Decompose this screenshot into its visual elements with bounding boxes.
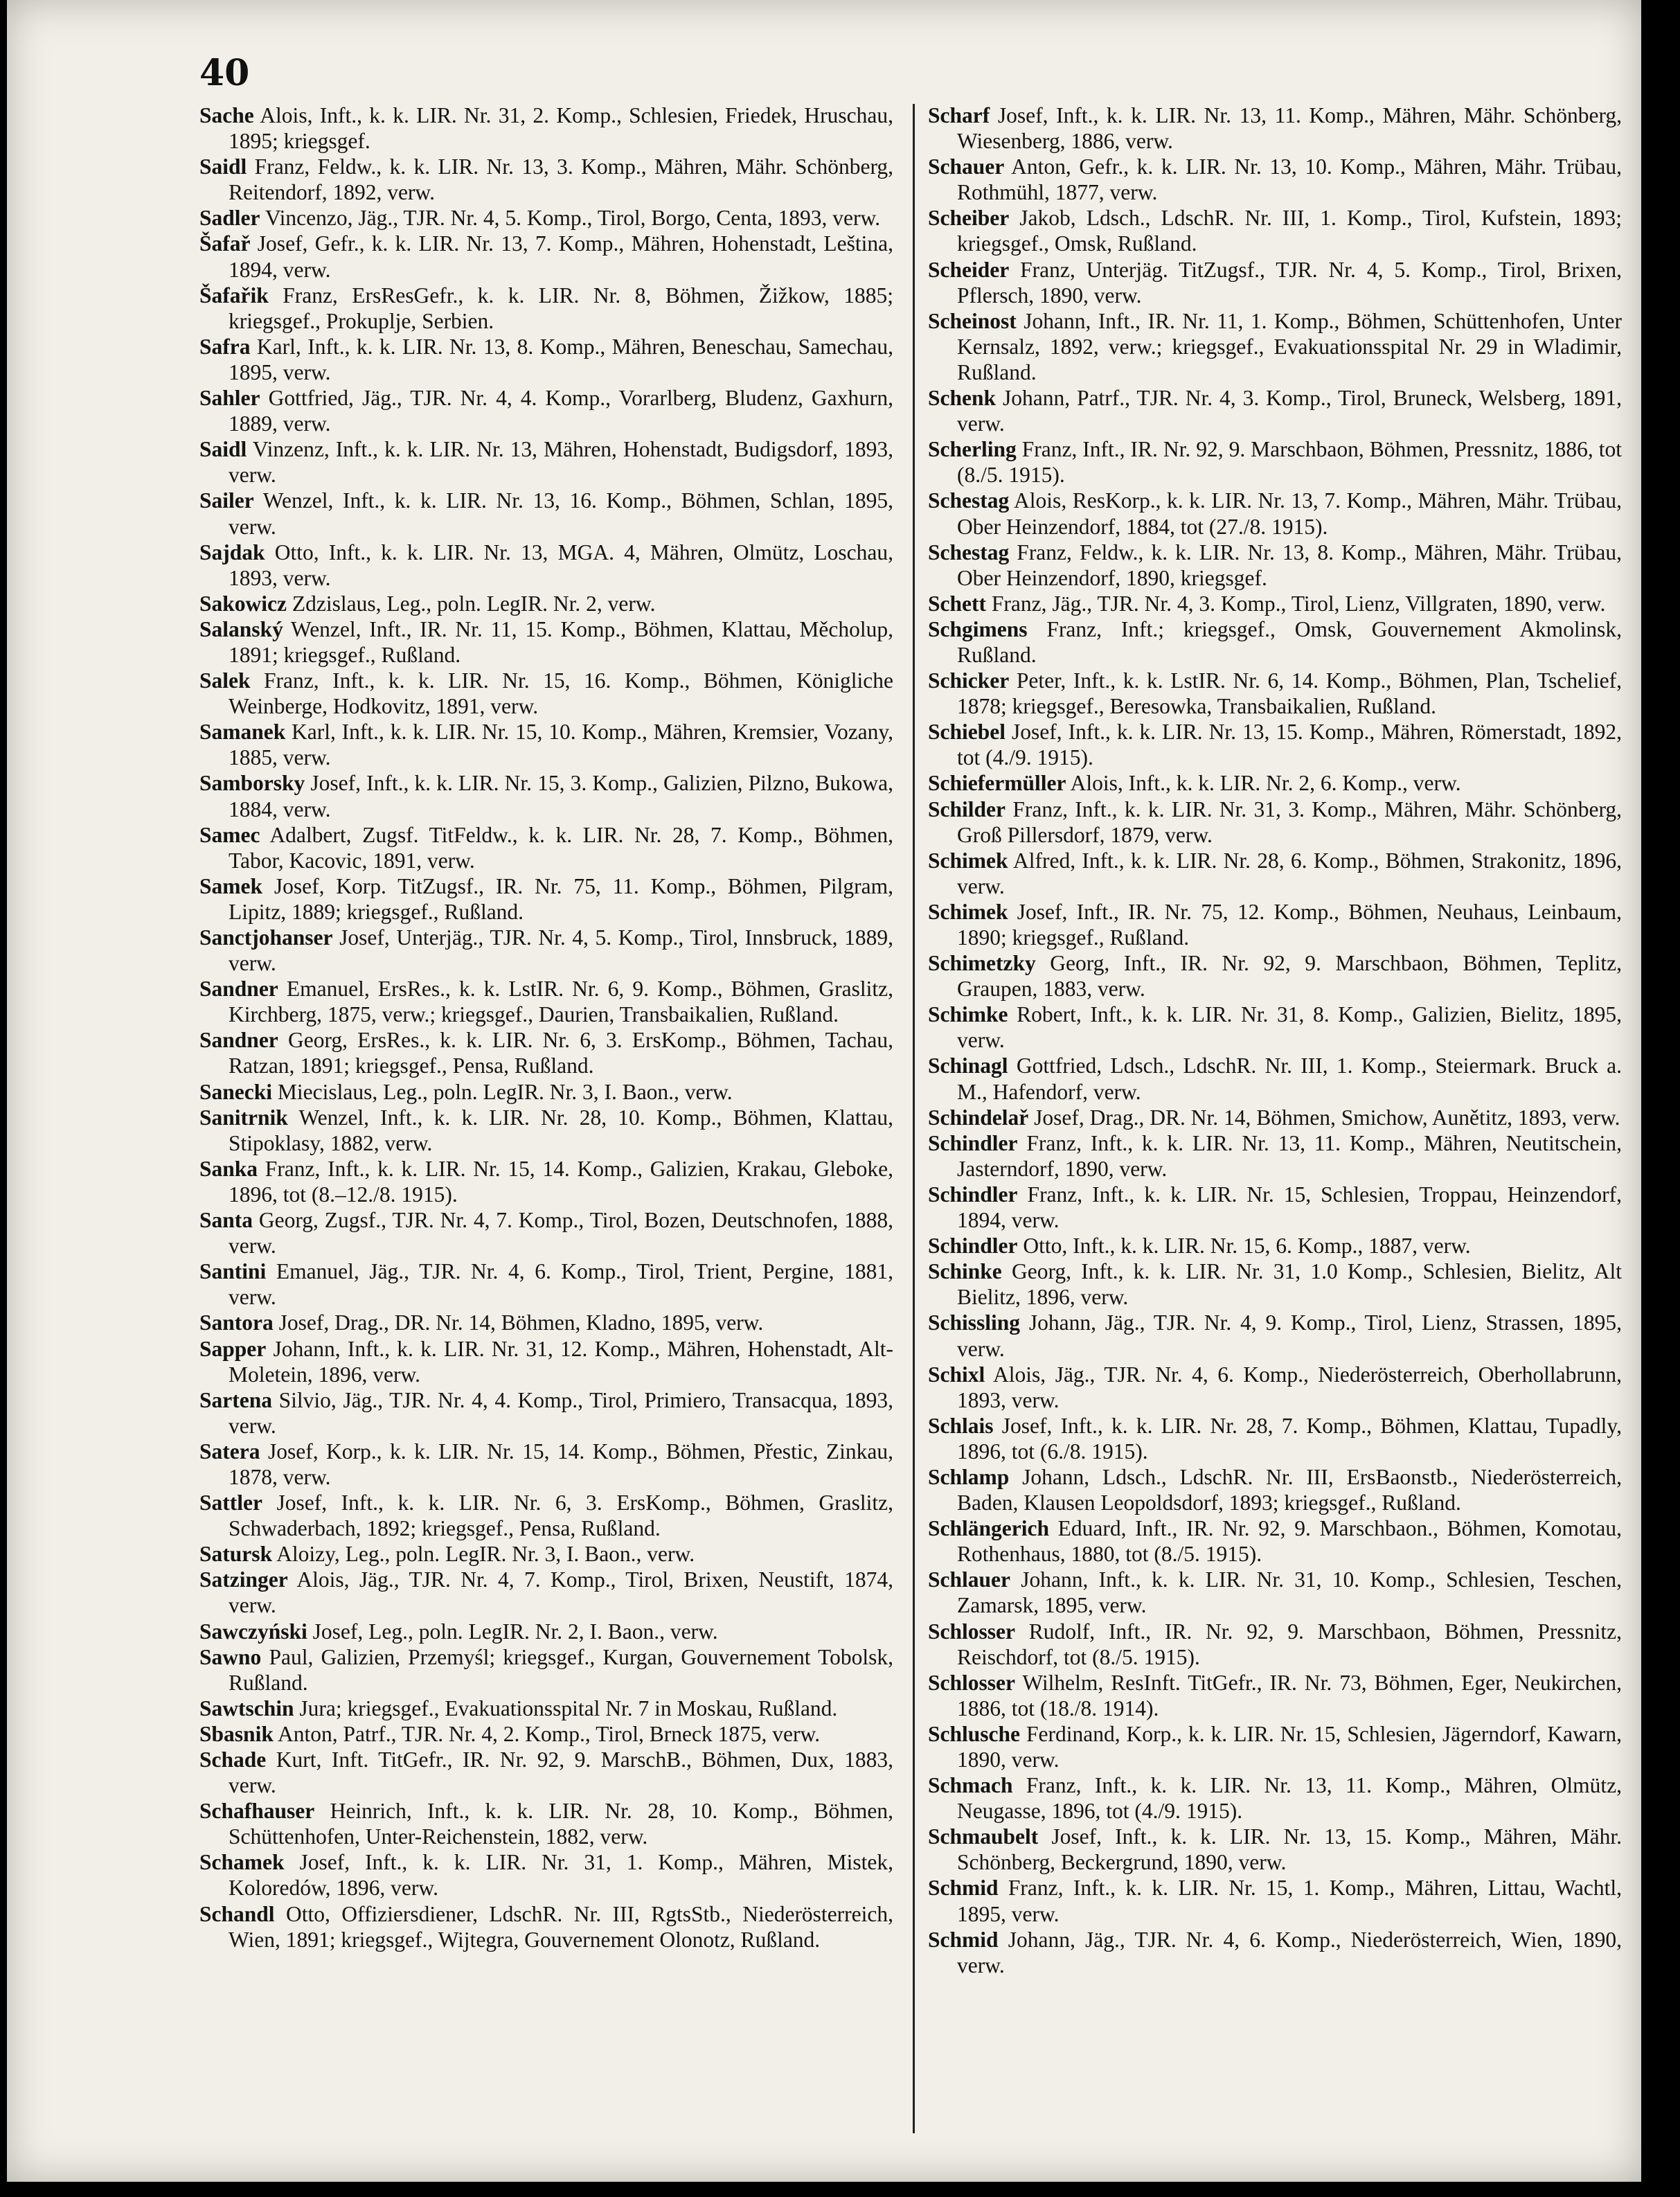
entry-surname: Schandl	[199, 1901, 275, 1926]
entry-surname: Sbasnik	[199, 1721, 274, 1746]
entry-details: Adalbert, Zugsf. TitFeldw., k. k. LIR. Nr. 28, 7. Komp., Böhmen, Tabor, Kacovic, 1891, verw.	[229, 822, 893, 873]
list-item	[928, 1182, 1622, 1233]
list-item	[928, 591, 1622, 616]
entry-details: Franz, Inft., k. k. LIR. Nr. 13, 11. Komp., Mähren, Neutitschein, Jasterndorf, 1890, verw.	[957, 1130, 1622, 1181]
entry-details: Kurt, Inft. TitGefr., IR. Nr. 92, 9. MarschB., Böhmen, Dux, 1883, verw.	[229, 1747, 893, 1798]
list-item	[199, 1901, 893, 1953]
entry-surname: Santora	[199, 1310, 274, 1335]
entry-surname: Samanek	[199, 720, 286, 745]
entry-details: Franz, ErsResGefr., k. k. LIR. Nr. 8, Böhmen, Žižkow, 1885; kriegsgef., Prokuplje, Serbien.	[229, 283, 893, 333]
list-item	[199, 334, 893, 385]
entry-surname: Schinke	[928, 1259, 1002, 1284]
entry-details: Gottfried, Jäg., TJR. Nr. 4, 4. Komp., Vorarlberg, Bludenz, Gaxhurn, 1889, verw.	[229, 386, 893, 436]
list-item	[928, 1670, 1622, 1721]
entry-surname: Sandner	[199, 977, 278, 1002]
entry-details: Johann, Patrf., TJR. Nr. 4, 3. Komp., Tirol, Bruneck, Welsberg, 1891, verw.	[957, 386, 1622, 436]
list-item	[199, 385, 893, 436]
entry-surname: Schlauer	[928, 1567, 1011, 1592]
entry-surname: Satzinger	[199, 1567, 288, 1592]
entry-surname: Sailer	[199, 488, 254, 513]
entry-details: Josef, Drag., DR. Nr. 14, Böhmen, Kladno, 1895, verw.	[273, 1310, 764, 1335]
entry-surname: Sanitrnik	[199, 1105, 288, 1130]
list-item	[199, 925, 893, 976]
entry-details: Alois, Inft., k. k. LIR. Nr. 2, 6. Komp., verw.	[1066, 771, 1461, 796]
entry-details: Peter, Inft., k. k. LstIR. Nr. 6, 14. Komp., Böhmen, Plan, Tschelief, 1878; kriegsgef., Beresowka, Transbaikalien, Rußland.	[957, 668, 1622, 719]
entry-details: Aloizy, Leg., poln. LegIR. Nr. 3, I. Baon., verw.	[272, 1542, 695, 1567]
entry-surname: Šafař	[199, 231, 251, 256]
list-item	[928, 1258, 1622, 1310]
entry-details: Franz, Feldw., k. k. LIR. Nr. 13, 3. Komp., Mähren, Mähr. Schönberg, Reitendorf, 1892, verw.	[229, 154, 893, 205]
entry-details: Johann, Ldsch., LdschR. Nr. III, ErsBaonstb., Niederösterreich, Baden, Klausen Leopoldsdorf, 1893; kriegsgef., Rußland.	[957, 1464, 1622, 1515]
list-item	[199, 1644, 893, 1696]
list-item	[199, 1105, 893, 1156]
entry-surname: Sakowicz	[199, 591, 287, 616]
entry-surname: Sawtschin	[199, 1696, 294, 1720]
entry-surname: Schlamp	[928, 1464, 1010, 1489]
list-item	[199, 976, 893, 1027]
list-item	[199, 488, 893, 539]
entry-surname: Schmach	[928, 1773, 1013, 1798]
list-item	[928, 1515, 1622, 1567]
list-item	[928, 1130, 1622, 1182]
entry-surname: Saidl	[199, 154, 247, 179]
entry-surname: Salanský	[199, 616, 283, 641]
entry-surname: Sajdak	[199, 540, 265, 564]
entry-details: Franz, Inft., k. k. LIR. Nr. 15, 14. Komp., Galizien, Krakau, Gleboke, 1896, tot (8.–12./8. 1915).	[229, 1156, 893, 1207]
entry-surname: Schiebel	[928, 720, 1006, 745]
entry-surname: Sattler	[199, 1491, 262, 1515]
entry-surname: Sahler	[199, 386, 260, 411]
list-item	[928, 848, 1622, 899]
entry-surname: Schauer	[928, 154, 1005, 179]
list-item	[199, 1387, 893, 1439]
entry-surname: Sanka	[199, 1156, 258, 1181]
list-item	[928, 1619, 1622, 1670]
entry-details: Josef, Inft., k. k. LIR. Nr. 13, 11. Komp., Mähren, Mähr. Schönberg, Wiesenberg, 1886, verw.	[957, 103, 1622, 154]
entry-details: Johann, Inft., k. k. LIR. Nr. 31, 10. Komp., Schlesien, Teschen, Zamarsk, 1895, verw.	[957, 1567, 1622, 1618]
entry-details: Josef, Leg., poln. LegIR. Nr. 2, I. Baon., verw.	[307, 1619, 718, 1644]
entry-surname: Satursk	[199, 1542, 273, 1567]
list-item	[928, 103, 1622, 154]
entry-surname: Scherling	[928, 437, 1017, 462]
entry-surname: Schestag	[928, 488, 1010, 513]
list-item	[928, 1567, 1622, 1618]
entry-details: Wenzel, Inft., k. k. LIR. Nr. 28, 10. Komp., Böhmen, Klattau, Stipoklasy, 1882, verw.	[229, 1105, 893, 1155]
list-item	[199, 1079, 893, 1105]
entry-details: Franz, Unterjäg. TitZugsf., TJR. Nr. 4, 5. Komp., Tirol, Brixen, Pflersch, 1890, verw.	[957, 257, 1622, 308]
document-page	[7, 0, 1641, 2182]
list-item	[199, 1336, 893, 1387]
list-item	[199, 1310, 893, 1335]
entry-details: Josef, Inft., k. k. LIR. Nr. 6, 3. ErsKomp., Böhmen, Graslitz, Schwaderbach, 1892; kriegsgef., Pensa, Rußland.	[229, 1491, 893, 1541]
entry-surname: Schade	[199, 1747, 267, 1772]
entry-details: Johann, Jäg., TJR. Nr. 4, 6. Komp., Niederösterreich, Wien, 1890, verw.	[957, 1927, 1622, 1977]
entry-surname: Scheiber	[928, 206, 1010, 231]
entry-surname: Schinagl	[928, 1053, 1008, 1078]
list-item	[928, 154, 1622, 205]
list-item	[199, 1439, 893, 1490]
list-item	[199, 719, 893, 770]
list-item	[199, 591, 893, 616]
entry-surname: Schindler	[928, 1182, 1018, 1207]
list-item	[199, 231, 893, 282]
list-item	[199, 1567, 893, 1618]
list-item	[199, 1027, 893, 1078]
column-divider	[913, 104, 915, 2133]
list-item	[199, 873, 893, 925]
entry-details: Alois, Jäg., TJR. Nr. 4, 6. Komp., Niederösterreich, Oberhollabrunn, 1893, verw.	[957, 1362, 1622, 1412]
entry-details: Franz, Inft., k. k. LIR. Nr. 15, 16. Komp., Böhmen, Königliche Weinberge, Hodkovitz, 1891, verw.	[229, 668, 893, 719]
entry-details: Heinrich, Inft., k. k. LIR. Nr. 28, 10. Komp., Böhmen, Schüttenhofen, Unter-Reichenstein, 1882, verw.	[229, 1799, 893, 1849]
entry-details: Georg, Inft., k. k. LIR. Nr. 31, 1.0 Komp., Schlesien, Bielitz, Alt Bielitz, 1896, verw.	[957, 1259, 1622, 1310]
entry-surname: Santini	[199, 1259, 267, 1284]
entry-surname: Schlosser	[928, 1670, 1015, 1695]
list-item	[199, 205, 893, 231]
list-item	[199, 283, 893, 334]
entry-details: Josef, Drag., DR. Nr. 14, Böhmen, Smichow, Aunětitz, 1893, verw.	[1028, 1105, 1620, 1130]
list-item	[928, 436, 1622, 488]
entry-surname: Schafhauser	[199, 1799, 315, 1824]
entry-surname: Schicker	[928, 668, 1010, 693]
list-item	[199, 1207, 893, 1258]
entry-surname: Sache	[199, 103, 254, 127]
list-item	[199, 1849, 893, 1901]
entry-details: Josef, Inft., k. k. LIR. Nr. 15, 3. Komp., Galizien, Pilzno, Bukowa, 1884, verw.	[229, 771, 893, 821]
list-item	[928, 205, 1622, 256]
entry-surname: Sanctjohanser	[199, 925, 333, 950]
entry-surname: Schamek	[199, 1850, 285, 1875]
entry-details: Jura; kriegsgef., Evakuationsspital Nr. 7 in Moskau, Rußland.	[294, 1696, 838, 1720]
list-item	[928, 1362, 1622, 1413]
entry-details: Johann, Inft., IR. Nr. 11, 1. Komp., Böhmen, Schüttenhofen, Unter Kernsalz, 1892, verw.; kriegsgef., Evakuationsspital Nr. 29 in Wladimir, Rußland.	[957, 308, 1622, 384]
list-item	[928, 1002, 1622, 1053]
entry-surname: Santa	[199, 1208, 253, 1233]
entry-details: Vincenzo, Jäg., TJR. Nr. 4, 5. Komp., Tirol, Borgo, Centa, 1893, verw.	[260, 206, 881, 231]
entry-surname: Sawno	[199, 1644, 262, 1669]
list-item	[199, 1156, 893, 1207]
entry-details: Otto, Offiziersdiener, LdschR. Nr. III, RgtsStb., Niederösterreich, Wien, 1891; kriegsgef., Wijtegra, Gouvernement Olonotz, Rußland.	[229, 1901, 893, 1952]
list-item	[928, 1875, 1622, 1926]
list-item	[199, 668, 893, 719]
list-item	[199, 1747, 893, 1798]
entry-surname: Scheider	[928, 257, 1010, 282]
entry-details: Josef, Inft., k. k. LIR. Nr. 28, 7. Komp., Böhmen, Klattau, Tupadly, 1896, tot (6./8. 1915).	[957, 1413, 1622, 1464]
entry-surname: Schilder	[928, 797, 1006, 821]
entry-surname: Schiefermüller	[928, 771, 1066, 796]
page-number: 40	[199, 52, 250, 94]
list-item	[928, 385, 1622, 436]
entry-details: Emanuel, Jäg., TJR. Nr. 4, 6. Komp., Tirol, Trient, Pergine, 1881, verw.	[229, 1259, 893, 1310]
entry-surname: Samec	[199, 822, 260, 847]
entry-details: Josef, Inft., IR. Nr. 75, 12. Komp., Böhmen, Neuhaus, Leinbaum, 1890; kriegsgef., Rußland.	[957, 899, 1622, 950]
entry-details: Franz, Jäg., TJR. Nr. 4, 3. Komp., Tirol, Lienz, Villgraten, 1890, verw.	[985, 591, 1606, 616]
entry-surname: Schlängerich	[928, 1516, 1050, 1541]
entry-surname: Schett	[928, 591, 986, 616]
entry-surname: Šafařik	[199, 283, 269, 308]
list-item	[199, 103, 893, 154]
entry-surname: Scharf	[928, 103, 990, 127]
entry-details: Josef, Unterjäg., TJR. Nr. 4, 5. Komp., Tirol, Innsbruck, 1889, verw.	[229, 925, 893, 976]
entry-details: Alois, Jäg., TJR. Nr. 4, 7. Komp., Tirol, Brixen, Neustift, 1874, verw.	[229, 1567, 893, 1618]
list-item	[928, 257, 1622, 308]
entry-surname: Sapper	[199, 1336, 267, 1361]
list-item	[199, 770, 893, 821]
entry-details: Josef, Inft., k. k. LIR. Nr. 13, 15. Komp., Mähren, Mähr. Schönberg, Beckergrund, 1890, verw.	[957, 1824, 1622, 1875]
list-item	[928, 1464, 1622, 1515]
entry-details: Otto, Inft., k. k. LIR. Nr. 13, MGA. 4, Mähren, Olmütz, Loschau, 1893, verw.	[229, 540, 893, 590]
entry-details: Robert, Inft., k. k. LIR. Nr. 31, 8. Komp., Galizien, Bielitz, 1895, verw.	[957, 1002, 1622, 1053]
entry-surname: Schlosser	[928, 1619, 1015, 1644]
entry-details: Karl, Inft., k. k. LIR. Nr. 15, 10. Komp., Mähren, Kremsier, Vozany, 1885, verw.	[229, 720, 893, 770]
entry-details: Eduard, Inft., IR. Nr. 92, 9. Marschbaon., Böhmen, Komotau, Rothenhaus, 1880, tot (8./5. 1915).	[957, 1516, 1622, 1567]
entry-surname: Sadler	[199, 206, 260, 231]
entry-surname: Schindler	[928, 1130, 1018, 1155]
list-item	[928, 1772, 1622, 1824]
right-column	[928, 103, 1622, 1978]
entry-details: Johann, Inft., k. k. LIR. Nr. 31, 12. Komp., Mähren, Hohenstadt, Alt-Moletein, 1896, verw.	[229, 1336, 893, 1387]
list-item	[199, 1721, 893, 1747]
list-item	[928, 488, 1622, 539]
entry-surname: Schimetzky	[928, 951, 1036, 976]
list-item	[928, 616, 1622, 668]
entry-details: Zdzislaus, Leg., poln. LegIR. Nr. 2, verw.	[287, 591, 656, 616]
entry-details: Wenzel, Inft., IR. Nr. 11, 15. Komp., Böhmen, Klattau, Měcholup, 1891; kriegsgef., Rußland.	[229, 616, 893, 667]
entry-details: Alfred, Inft., k. k. LIR. Nr. 28, 6. Komp., Böhmen, Strakonitz, 1896, verw.	[957, 848, 1622, 898]
entry-surname: Sanecki	[199, 1079, 273, 1104]
entry-details: Paul, Galizien, Przemyśl; kriegsgef., Kurgan, Gouvernement Tobolsk, Rußland.	[229, 1644, 893, 1695]
entry-details: Franz, Inft., IR. Nr. 92, 9. Marschbaon, Böhmen, Pressnitz, 1886, tot (8./5. 1915).	[957, 437, 1622, 488]
list-item	[928, 1310, 1622, 1361]
entry-details: Georg, Zugsf., TJR. Nr. 4, 7. Komp., Tirol, Bozen, Deutschnofen, 1888, verw.	[229, 1208, 893, 1258]
list-item	[928, 1824, 1622, 1875]
entry-details: Franz, Inft.; kriegsgef., Omsk, Gouvernement Akmolinsk, Rußland.	[957, 616, 1622, 667]
entry-surname: Schissling	[928, 1310, 1021, 1335]
list-item	[928, 899, 1622, 950]
entry-details: Josef, Korp., k. k. LIR. Nr. 15, 14. Komp., Böhmen, Přestic, Zinkau, 1878, verw.	[229, 1439, 893, 1489]
list-item	[199, 1490, 893, 1541]
entry-surname: Schimek	[928, 848, 1008, 873]
entry-surname: Safra	[199, 334, 251, 359]
list-item	[928, 1413, 1622, 1464]
entry-surname: Sawczyński	[199, 1619, 307, 1644]
list-item	[928, 1233, 1622, 1258]
entry-surname: Sartena	[199, 1387, 272, 1412]
list-item	[928, 668, 1622, 719]
entry-details: Wenzel, Inft., k. k. LIR. Nr. 13, 16. Komp., Böhmen, Schlan, 1895, verw.	[229, 488, 893, 539]
entry-details: Ferdinand, Korp., k. k. LIR. Nr. 15, Schlesien, Jägerndorf, Kawarn, 1890, verw.	[957, 1721, 1622, 1772]
list-item	[928, 308, 1622, 385]
entry-details: Franz, Feldw., k. k. LIR. Nr. 13, 8. Komp., Mähren, Mähr. Trübau, Ober Heinzendorf, 1890, kriegsgef.	[957, 540, 1622, 590]
entry-surname: Schgimens	[928, 616, 1028, 641]
list-item	[928, 770, 1622, 796]
list-item	[928, 950, 1622, 1002]
entry-surname: Samborsky	[199, 771, 305, 796]
list-item	[928, 1927, 1622, 1978]
entry-details: Anton, Gefr., k. k. LIR. Nr. 13, 10. Komp., Mähren, Mähr. Trübau, Rothmühl, 1877, verw.	[957, 154, 1622, 205]
entry-surname: Schimke	[928, 1002, 1008, 1027]
list-item	[928, 540, 1622, 591]
entry-surname: Samek	[199, 873, 263, 898]
list-item	[928, 1721, 1622, 1772]
entry-surname: Satera	[199, 1439, 260, 1464]
list-item	[928, 797, 1622, 848]
entry-details: Vinzenz, Inft., k. k. LIR. Nr. 13, Mähren, Hohenstadt, Budigsdorf, 1893, verw.	[229, 437, 893, 488]
list-item	[199, 616, 893, 668]
entry-details: Franz, Inft., k. k. LIR. Nr. 31, 3. Komp., Mähren, Mähr. Schönberg, Groß Pillersdorf, 1879, verw.	[957, 797, 1622, 847]
list-item	[928, 719, 1622, 770]
entry-surname: Salek	[199, 668, 251, 693]
entry-details: Otto, Inft., k. k. LIR. Nr. 15, 6. Komp., 1887, verw.	[1017, 1234, 1471, 1258]
entry-details: Josef, Gefr., k. k. LIR. Nr. 13, 7. Komp., Mähren, Hohenstadt, Leština, 1894, verw.	[229, 231, 893, 282]
list-item	[199, 436, 893, 488]
list-item	[199, 1258, 893, 1310]
entry-surname: Schixl	[928, 1362, 985, 1387]
list-item	[199, 822, 893, 873]
entry-details: Georg, ErsRes., k. k. LIR. Nr. 6, 3. ErsKomp., Böhmen, Tachau, Ratzan, 1891; kriegsgef., Pensa, Rußland.	[229, 1028, 893, 1078]
entry-surname: Schestag	[928, 540, 1010, 564]
entry-surname: Schmaubelt	[928, 1824, 1039, 1849]
entry-details: Josef, Inft., k. k. LIR. Nr. 31, 1. Komp., Mähren, Mistek, Koloredów, 1896, verw.	[229, 1850, 893, 1901]
entry-surname: Schlusche	[928, 1721, 1021, 1746]
entry-details: Josef, Inft., k. k. LIR. Nr. 13, 15. Komp., Mähren, Römerstadt, 1892, tot (4./9. 1915).	[957, 720, 1622, 770]
entry-details: Gottfried, Ldsch., LdschR. Nr. III, 1. Komp., Steiermark. Bruck a. M., Hafendorf, verw.	[957, 1053, 1622, 1104]
list-item	[199, 1619, 893, 1644]
list-item	[199, 1541, 893, 1567]
entry-details: Silvio, Jäg., TJR. Nr. 4, 4. Komp., Tirol, Primiero, Transacqua, 1893, verw.	[229, 1387, 893, 1438]
entry-details: Wilhelm, ResInft. TitGefr., IR. Nr. 73, Böhmen, Eger, Neukirchen, 1886, tot (18./8. 1914).	[957, 1670, 1622, 1720]
entry-surname: Sandner	[199, 1028, 278, 1053]
list-item	[199, 540, 893, 591]
entry-details: Jakob, Ldsch., LdschR. Nr. III, 1. Komp., Tirol, Kufstein, 1893; kriegsgef., Omsk, Rußland.	[957, 206, 1622, 256]
list-item	[199, 154, 893, 205]
entry-details: Alois, Inft., k. k. LIR. Nr. 31, 2. Komp., Schlesien, Friedek, Hruschau, 1895; kriegsgef.	[229, 103, 893, 154]
entry-details: Alois, ResKorp., k. k. LIR. Nr. 13, 7. Komp., Mähren, Mähr. Trübau, Ober Heinzendorf, 1884, tot (27./8. 1915).	[957, 488, 1622, 539]
entry-surname: Schimek	[928, 899, 1008, 924]
list-item	[199, 1696, 893, 1721]
entry-details: Georg, Inft., IR. Nr. 92, 9. Marschbaon, Böhmen, Teplitz, Graupen, 1883, verw.	[957, 951, 1622, 1002]
entry-details: Emanuel, ErsRes., k. k. LstIR. Nr. 6, 9. Komp., Böhmen, Graslitz, Kirchberg, 1875, verw.; kriegsgef., Daurien, Transbaikalien, Rußland.	[229, 977, 893, 1027]
entry-surname: Schmid	[928, 1927, 999, 1952]
entry-details: Josef, Korp. TitZugsf., IR. Nr. 75, 11. Komp., Böhmen, Pilgram, Lipitz, 1889; kriegsgef., Rußland.	[229, 873, 893, 924]
left-column	[199, 103, 893, 1953]
list-item	[928, 1053, 1622, 1104]
list-item	[199, 1798, 893, 1849]
entry-details: Johann, Jäg., TJR. Nr. 4, 9. Komp., Tirol, Lienz, Strassen, 1895, verw.	[957, 1310, 1622, 1361]
entry-surname: Schlais	[928, 1413, 994, 1438]
entry-details: Franz, Inft., k. k. LIR. Nr. 15, Schlesien, Troppau, Heinzendorf, 1894, verw.	[957, 1182, 1622, 1233]
entry-details: Rudolf, Inft., IR. Nr. 92, 9. Marschbaon, Böhmen, Pressnitz, Reischdorf, tot (8./5. 1915).	[957, 1619, 1622, 1669]
entry-surname: Schindler	[928, 1234, 1018, 1258]
entry-surname: Saidl	[199, 437, 247, 462]
list-item	[928, 1105, 1622, 1130]
entry-surname: Schenk	[928, 386, 997, 411]
entry-surname: Schmid	[928, 1876, 999, 1901]
entry-details: Miecislaus, Leg., poln. LegIR. Nr. 3, I. Baon., verw.	[272, 1079, 733, 1104]
entry-details: Karl, Inft., k. k. LIR. Nr. 13, 8. Komp., Mähren, Beneschau, Samechau, 1895, verw.	[229, 334, 893, 384]
entry-surname: Scheinost	[928, 308, 1017, 333]
entry-details: Franz, Inft., k. k. LIR. Nr. 13, 11. Komp., Mähren, Olmütz, Neugasse, 1896, tot (4./9. 1915).	[957, 1773, 1622, 1824]
entry-surname: Schindelař	[928, 1105, 1029, 1130]
entry-details: Anton, Patrf., TJR. Nr. 4, 2. Komp., Tirol, Brneck 1875, verw.	[273, 1721, 821, 1746]
entry-details: Franz, Inft., k. k. LIR. Nr. 15, 1. Komp., Mähren, Littau, Wachtl, 1895, verw.	[957, 1876, 1622, 1926]
